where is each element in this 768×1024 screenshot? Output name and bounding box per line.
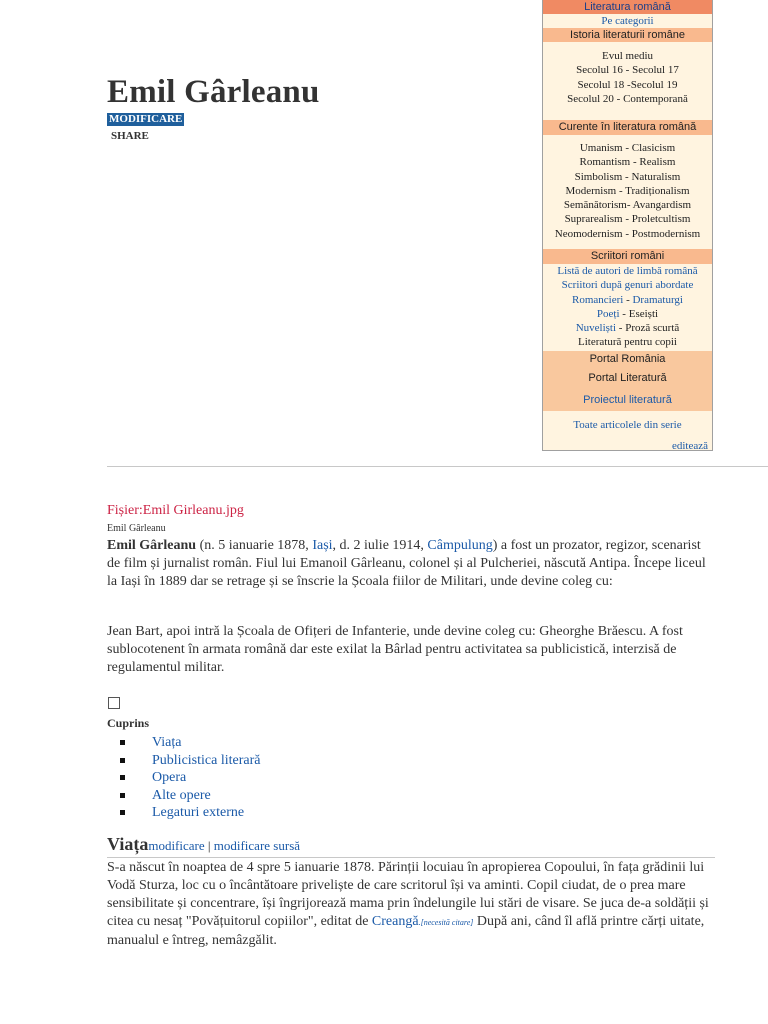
text-fragment: , d. 2 iulie 1914, <box>332 538 428 553</box>
toc-item[interactable] <box>120 787 260 805</box>
section-edit-link[interactable]: modificare <box>148 838 205 853</box>
toc-item[interactable] <box>120 734 260 752</box>
writers-header: Scriitori români <box>543 249 712 264</box>
bullet-icon <box>120 793 125 798</box>
file-link[interactable]: Fișier:Emil Girleanu.jpg <box>107 503 244 518</box>
current-item[interactable]: Romantism - Realism <box>579 156 676 169</box>
history-item[interactable]: Secolul 18 -Secolul 19 <box>577 78 678 91</box>
second-paragraph: Jean Bart, apoi intră la Școala de Ofițeri de Infanterie, unde devine coleg cu: Gheorghe Brăescu. A fost sublocotenent în armata română dar este exilat la Bârlad pentru activitatea sa publicistică, interzisă de regulamentul militar. <box>107 624 683 675</box>
page-title: Emil Gârleanu <box>107 74 320 110</box>
table-of-contents <box>120 734 260 822</box>
text-fragment: S-a născut în noaptea de 4 spre 5 ianuarie 1878. Părinții locuiau în apropierea Copoului, în fața grădinii lui Vodă Sturza, loc cu o încântătoare priveliște de care scritorul își va aminti. Copil ciudat, de o prea mare sensibilitate și concentrare, își îngrijorează mama prin îndelungile lui stări de visare. Se juca de-a soldății și citea cu nesaț "Povățuitorul copiilor", editat de <box>107 860 709 929</box>
portal-literature-link[interactable]: Portal Literatură <box>543 367 712 389</box>
citation-needed-link[interactable]: necesită citare <box>423 918 471 927</box>
poets-link[interactable]: Poeți <box>596 307 620 320</box>
history-header: Istoria literaturii române <box>543 28 712 42</box>
current-item[interactable]: Neomodernism - Postmodernism <box>554 227 701 240</box>
literature-infobox <box>542 0 713 451</box>
separator: | <box>204 838 214 853</box>
text-fragment: După ani, când îl află printre cărți uitate, manualul e întreg, nemâzgălit. <box>107 914 705 948</box>
iasi-link[interactable]: Iași <box>312 538 333 553</box>
history-item[interactable]: Secolul 16 - Secolul 17 <box>576 64 679 77</box>
citation-bracket: .[ <box>418 918 424 927</box>
campulung-link[interactable]: Câmpulung <box>427 538 493 553</box>
section-heading <box>107 834 300 855</box>
toc-link[interactable]: Opera <box>152 770 187 786</box>
citation-bracket: ] <box>470 918 474 927</box>
bullet-icon <box>120 810 125 815</box>
share-button[interactable]: SHARE <box>111 130 149 142</box>
section-title: Viața <box>107 834 149 854</box>
current-item[interactable]: Semănătorism- Avangardism <box>563 199 692 212</box>
by-category-link[interactable]: Pe categorii <box>601 15 654 27</box>
text-fragment: (n. 5 ianuarie 1878, <box>196 538 313 553</box>
toc-link[interactable]: Viața <box>152 735 182 750</box>
creanga-link[interactable]: Creangă <box>371 914 419 929</box>
portal-romania-link[interactable]: Portal România <box>543 351 712 367</box>
current-item[interactable]: Modernism - Tradiționalism <box>565 184 690 197</box>
subject-name: Emil Gârleanu <box>107 538 197 553</box>
current-item[interactable]: Simbolism - Naturalism <box>574 170 681 183</box>
toc-toggle-checkbox[interactable] <box>108 697 120 709</box>
all-articles-link[interactable]: Toate articolele din serie <box>573 419 682 431</box>
writers-genres-link[interactable]: Scriitori după genuri abordate <box>561 279 694 292</box>
novelists-link[interactable]: Romancieri <box>571 293 624 306</box>
divider <box>107 466 768 467</box>
toc-link[interactable]: Alte opere <box>152 787 211 803</box>
section-edit-source-link[interactable]: modificare sursă <box>213 838 301 853</box>
intro-paragraph <box>107 537 707 591</box>
essayists-link[interactable]: Eseiști <box>628 307 659 320</box>
infobox-edit-link[interactable]: editează <box>671 440 708 452</box>
current-item[interactable]: Suprarealism - Proletcultism <box>564 213 691 226</box>
life-paragraph <box>107 859 717 950</box>
current-item[interactable]: Umanism - Clasicism <box>579 142 676 154</box>
short-prose-link[interactable]: Proză scurtă <box>625 322 680 335</box>
toc-item[interactable] <box>120 769 260 787</box>
infobox-header[interactable]: Literatura română <box>543 0 712 14</box>
separator: - <box>623 293 633 306</box>
bullet-icon <box>120 775 125 780</box>
bullet-icon <box>120 758 125 763</box>
toc-item[interactable] <box>120 752 260 770</box>
currents-header: Curente în literatura română <box>543 120 712 135</box>
toc-link[interactable]: Publicistica literară <box>152 752 261 768</box>
writers-list-link[interactable]: Listă de autori de limbă română <box>557 265 698 277</box>
toc-item[interactable] <box>120 804 260 822</box>
novella-writers-link[interactable]: Nuveliști <box>575 322 617 335</box>
separator: - <box>616 322 626 335</box>
bullet-icon <box>120 740 125 745</box>
dramatists-link[interactable]: Dramaturgi <box>632 293 683 306</box>
toc-link[interactable]: Legaturi externe <box>152 805 245 821</box>
children-literature-link[interactable]: Literatură pentru copii <box>578 336 677 349</box>
section-divider <box>107 857 715 858</box>
toc-title: Cuprins <box>107 716 150 730</box>
text-fragment: ) a fost un prozator, regizor, scenarist de film și jurnalist român. Fiul lui Emanoil Gârleanu, colonel și al Pulcheriei, născută Antipa. Începe liceul la Iași în 1889 dar se retrage și se înscrie la Școala fiilor de Militari, unde devine coleg cu: <box>107 538 706 589</box>
history-item[interactable]: Secolul 20 - Contemporană <box>567 92 688 105</box>
modify-button[interactable]: MODIFICARE <box>109 113 183 125</box>
literature-project-link[interactable]: Proiectul literatură <box>543 389 712 411</box>
separator: - <box>619 307 629 320</box>
image-caption: Emil Gârleanu <box>107 523 166 534</box>
history-item[interactable]: Evul mediu <box>601 50 654 62</box>
